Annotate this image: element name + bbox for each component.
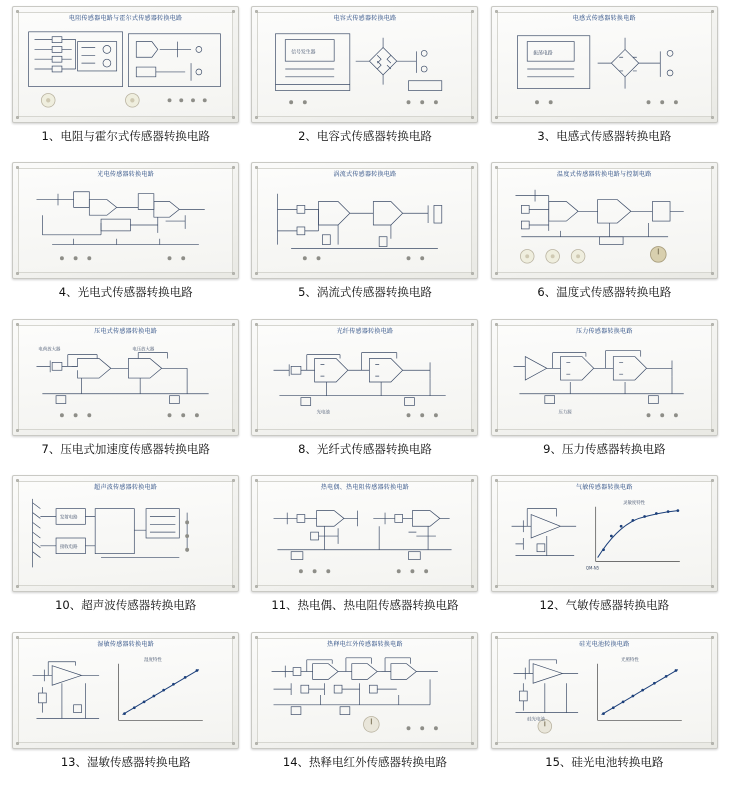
panel-title-5: 涡流式传感器转换电路 [333, 171, 397, 179]
panel-cell-13 [6, 630, 245, 786]
svg-text:QM-N5: QM-N5 [585, 565, 599, 571]
panel-caption-6: 6、温度式传感器转换电路 [537, 285, 672, 300]
schematic-4 [21, 180, 230, 270]
panel-title-6: 温度式传感器转换电路与控制电路 [557, 171, 652, 179]
panel-image-3[interactable] [491, 6, 718, 123]
panel-title-9: 压力传感器转换电路 [575, 327, 633, 335]
panel-title-8: 光纤传感器转换电路 [336, 327, 394, 335]
panel-cell-11 [245, 473, 484, 629]
svg-text:信号发生器: 信号发生器 [291, 49, 316, 56]
panel-image-10[interactable] [12, 475, 239, 592]
schematic-2 [260, 24, 469, 114]
svg-text:接收电路: 接收电路 [60, 544, 78, 550]
schematic-8 [260, 337, 469, 427]
panel-image-5[interactable] [251, 162, 478, 279]
panel-caption-12: 12、气敏传感器转换电路 [539, 598, 670, 613]
panel-cell-2 [245, 4, 484, 160]
schematic-5 [260, 180, 469, 270]
schematic-9 [500, 337, 709, 427]
panel-title-1: 电阻传感器电路与霍尔式传感器转换电路 [68, 15, 183, 22]
panel-image-7[interactable] [12, 319, 239, 436]
schematic-1 [21, 24, 230, 114]
schematic-7 [21, 337, 230, 427]
svg-text:硅光电池: 硅光电池 [527, 717, 545, 723]
schematic-3 [500, 24, 709, 114]
panel-image-13[interactable] [12, 632, 239, 749]
schematic-13 [21, 650, 230, 740]
panel-cell-12 [485, 473, 724, 629]
panel-image-2[interactable] [251, 6, 478, 123]
panel-cell-3 [485, 4, 724, 160]
schematic-10 [21, 493, 230, 583]
schematic-6 [500, 180, 709, 270]
panel-title-11: 热电偶、热电阻传感器转换电路 [320, 484, 410, 492]
svg-text:电压放大器: 电压放大器 [132, 347, 155, 353]
panel-cell-7 [6, 317, 245, 473]
svg-text:压力源: 压力源 [558, 410, 572, 416]
panel-cell-8 [245, 317, 484, 473]
schematic-12 [500, 493, 709, 583]
panel-image-12[interactable] [491, 475, 718, 592]
panel-image-11[interactable] [251, 475, 478, 592]
schematic-11 [260, 493, 469, 583]
svg-text:光电池: 光电池 [317, 410, 331, 416]
panel-image-8[interactable] [251, 319, 478, 436]
panel-title-7: 压电式传感器转换电路 [94, 327, 158, 335]
panel-image-15[interactable] [491, 632, 718, 749]
panel-caption-15: 15、硅光电池转换电路 [545, 754, 664, 769]
schematic-15 [500, 650, 709, 740]
panel-title-14: 热释电红外传感器转换电路 [327, 640, 403, 648]
panel-title-15: 硅光电池转换电路 [579, 640, 630, 648]
panel-caption-11: 11、热电偶、热电阻传感器转换电路 [271, 598, 459, 613]
svg-text:电荷放大器: 电荷放大器 [38, 347, 61, 353]
svg-text:光照特性: 光照特性 [620, 657, 639, 663]
panel-caption-4: 4、光电式传感器转换电路 [58, 285, 193, 300]
panel-cell-14 [245, 630, 484, 786]
panel-caption-10: 10、超声波传感器转换电路 [55, 598, 197, 613]
svg-text:振荡电路: 振荡电路 [532, 50, 553, 57]
panel-caption-14: 14、热释电红外传感器转换电路 [282, 754, 448, 769]
panel-caption-2: 2、电容式传感器转换电路 [298, 129, 432, 143]
svg-text:湿度特性: 湿度特性 [144, 657, 162, 663]
panel-title-3: 电感式传感器转换电路 [572, 15, 636, 22]
panel-caption-1: 1、电阻与霍尔式传感器转换电路 [41, 129, 210, 143]
panel-title-2: 电容式传感器转换电路 [333, 15, 397, 22]
panel-caption-8: 8、光纤式传感器转换电路 [298, 441, 432, 456]
panel-cell-6 [485, 160, 724, 316]
panel-title-4: 光电传感器转换电路 [97, 171, 154, 179]
panel-caption-9: 9、压力传感器转换电路 [543, 441, 666, 456]
panel-title-12: 气敏传感器转换电路 [575, 484, 633, 492]
panel-cell-5 [245, 160, 484, 316]
panel-image-1[interactable] [12, 6, 239, 123]
panel-image-14[interactable] [251, 632, 478, 749]
panel-title-10: 超声波传感器转换电路 [94, 484, 158, 492]
schematic-14 [260, 650, 469, 740]
panel-caption-5: 5、涡流式传感器转换电路 [298, 285, 432, 300]
svg-text:发射电路: 发射电路 [60, 515, 78, 521]
panel-cell-10 [6, 473, 245, 629]
panel-caption-13: 13、湿敏传感器转换电路 [60, 754, 191, 769]
panel-cell-15 [485, 630, 724, 786]
panel-caption-7: 7、压电式加速度传感器转换电路 [41, 441, 210, 456]
panel-cell-1 [6, 4, 245, 160]
panel-cell-9 [485, 317, 724, 473]
panel-image-9[interactable] [491, 319, 718, 436]
svg-text:灵敏度特性: 灵敏度特性 [622, 500, 645, 506]
panel-image-4[interactable] [12, 162, 239, 279]
panel-caption-3: 3、电感式传感器转换电路 [537, 129, 672, 143]
panel-image-6[interactable] [491, 162, 718, 279]
panel-cell-4 [6, 160, 245, 316]
panel-title-13: 湿敏传感器转换电路 [97, 640, 154, 648]
